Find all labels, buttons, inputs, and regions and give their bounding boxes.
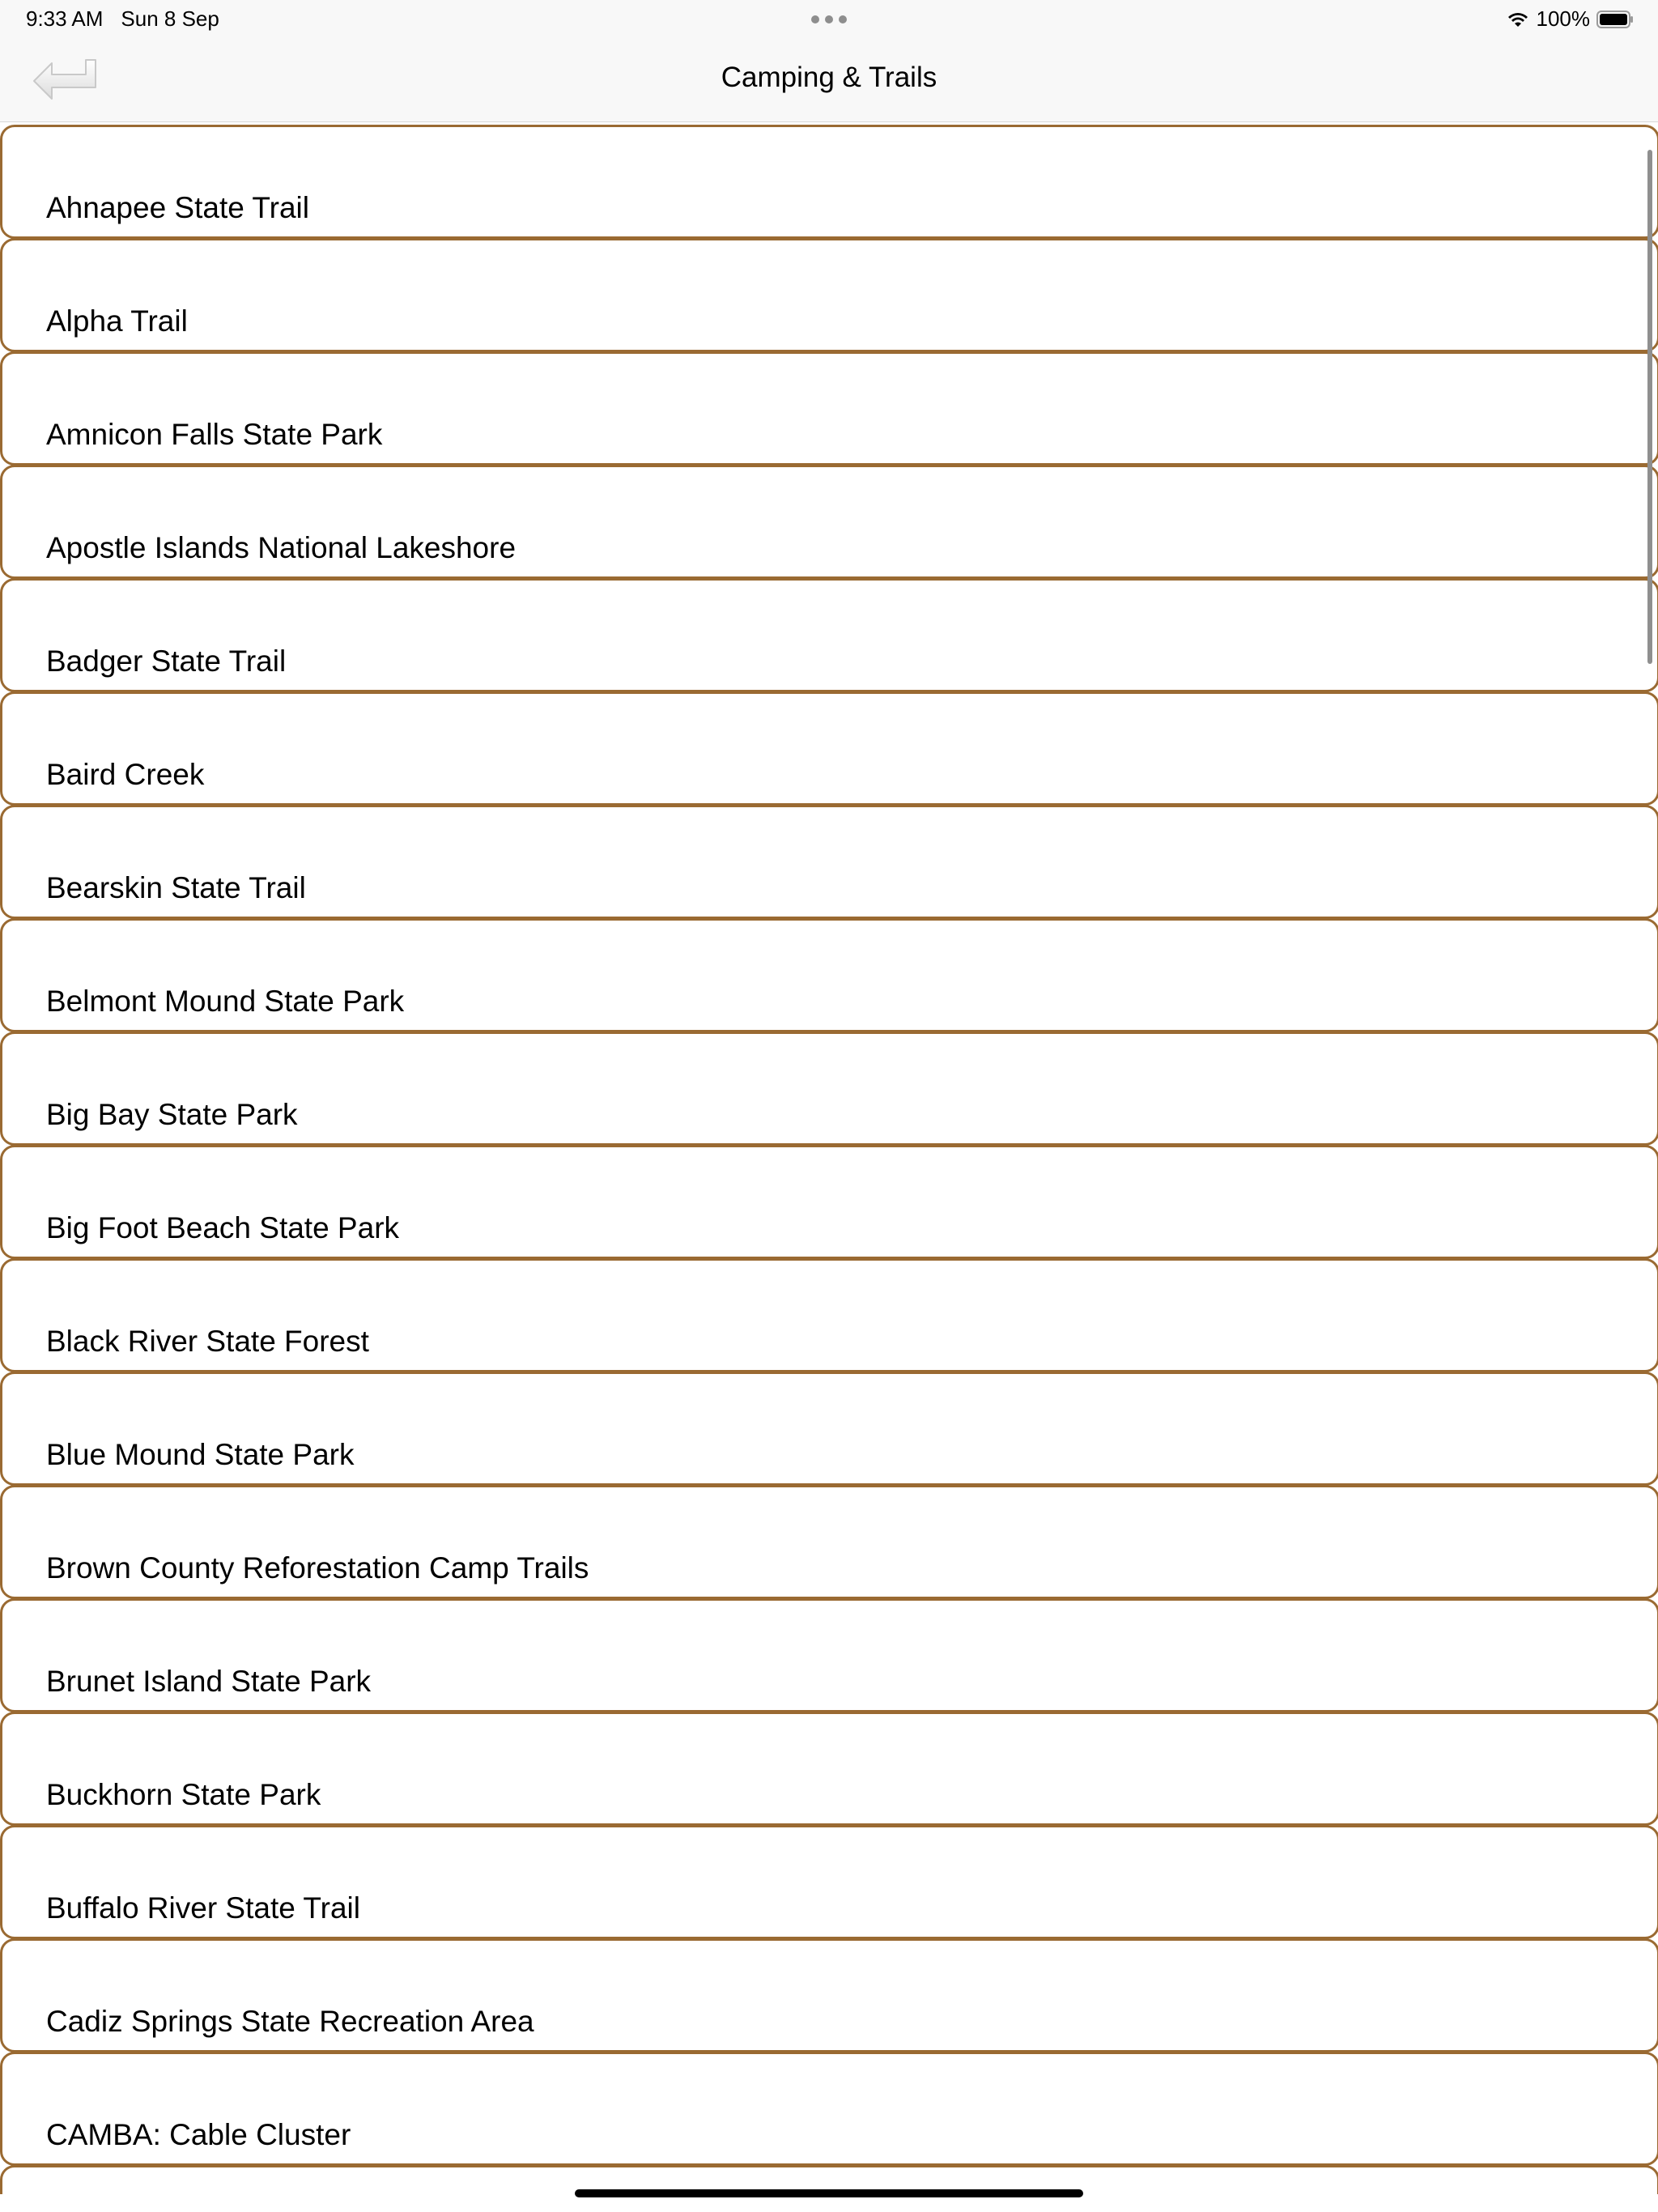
wifi-icon xyxy=(1506,11,1530,28)
list-item-label: Amnicon Falls State Park xyxy=(46,418,383,451)
list-item-label: Baird Creek xyxy=(46,758,205,791)
list-item[interactable] xyxy=(0,1032,1658,1146)
list-item-label: Belmont Mound State Park xyxy=(46,985,405,1018)
list-item-label: Big Bay State Park xyxy=(46,1098,298,1131)
list-item[interactable] xyxy=(0,1938,1658,2052)
list-item[interactable] xyxy=(0,805,1658,919)
list-item-label: Brown County Reforestation Camp Trails xyxy=(46,1551,589,1585)
list-item-label: Black River State Forest xyxy=(46,1325,369,1358)
list-item[interactable] xyxy=(0,1145,1658,1259)
list-item-label: Buffalo River State Trail xyxy=(46,1891,360,1925)
camping-trails-list[interactable] xyxy=(0,121,1658,2194)
list-item[interactable] xyxy=(0,1372,1658,1486)
page-title: Camping & Trails xyxy=(721,62,937,93)
list-item[interactable] xyxy=(0,1825,1658,1939)
list-item-label: Ahnapee State Trail xyxy=(46,191,309,224)
status-indicators xyxy=(1506,6,1635,32)
list-item-label: Bearskin State Trail xyxy=(46,871,306,904)
battery-percent: 100% xyxy=(1536,6,1590,31)
list-item[interactable] xyxy=(0,2052,1658,2166)
list-item-label: Big Foot Beach State Park xyxy=(46,1211,400,1244)
list-item[interactable] xyxy=(0,351,1658,466)
list-item[interactable] xyxy=(0,1258,1658,1372)
list-item[interactable] xyxy=(0,125,1658,239)
list-item[interactable] xyxy=(0,1598,1658,1712)
multitasking-dots-icon[interactable] xyxy=(811,15,847,23)
list-item-label: CAMBA: Cable Cluster xyxy=(46,2118,351,2151)
list-item[interactable] xyxy=(0,1485,1658,1599)
list-item-label: Badger State Trail xyxy=(46,644,287,678)
navigation-bar xyxy=(0,37,1658,122)
list-item-label: Brunet Island State Park xyxy=(46,1665,372,1698)
home-indicator[interactable] xyxy=(575,2189,1083,2197)
list-item-label: Blue Mound State Park xyxy=(46,1438,355,1471)
list-item[interactable] xyxy=(0,918,1658,1032)
list-item[interactable] xyxy=(0,578,1658,692)
status-bar xyxy=(0,0,1658,37)
list-item-label: Apostle Islands National Lakeshore xyxy=(46,531,517,564)
battery-icon xyxy=(1596,11,1634,28)
list-item[interactable] xyxy=(0,1712,1658,1826)
list-item[interactable] xyxy=(0,238,1658,352)
list-item-label: Buckhorn State Park xyxy=(46,1778,321,1811)
status-time: 9:33 AM xyxy=(26,6,104,31)
list-item-label: Cadiz Springs State Recreation Area xyxy=(46,2005,534,2038)
status-date: Sun 8 Sep xyxy=(121,6,219,31)
list-item-label: Alpha Trail xyxy=(46,304,188,338)
list-item[interactable] xyxy=(0,691,1658,806)
scroll-indicator[interactable] xyxy=(1647,150,1652,664)
list-item[interactable] xyxy=(0,465,1658,579)
status-time-date xyxy=(26,6,219,32)
